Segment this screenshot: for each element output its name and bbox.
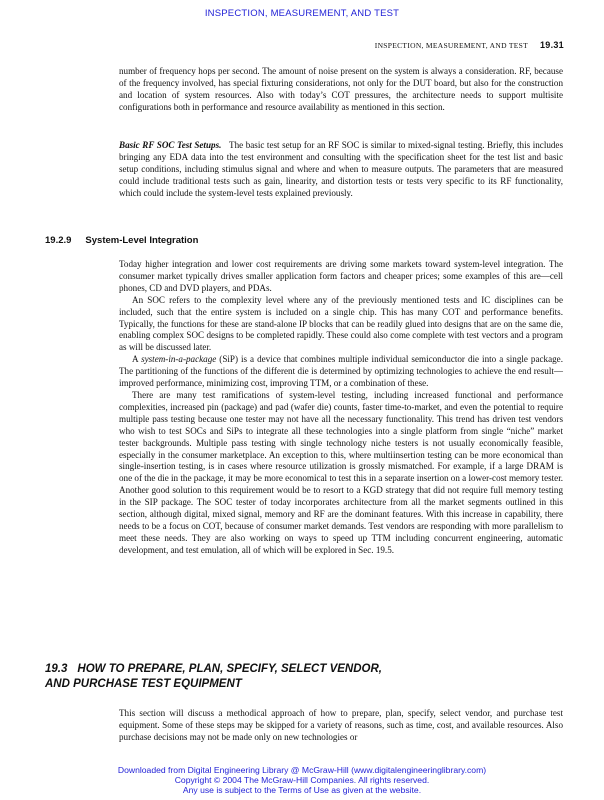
system-level-paragraph-2: An SOC refers to the complexity level where any of the previously mentioned tests and IC disciplines can be included, such that the entire system is included on a single chip. This has many COT and performance benefits. Typically, the functions for these are stand-alone IP blocks that can be readily glued into designs that are on the same die, enabling complex SOC designs to be completed rapidly. These could also come complete with test vectors and a program as will be discussed later. [119,294,563,353]
basic-rf-text: The basic test setup for an RF SOC is similar to mixed-signal testing. Briefly, this includes bringing any EDA data into the test environment and consulting with the specification sheet for the test list and basic setup conditions, including stimulus signal and where and when to measure outputs. The parameters that are measured could include traditional tests such as gain, linearity, and distortion tests or tests very specific to its RF functionality, which could include the system-level tests explained previously. [119,140,564,198]
subsection-heading [45,235,198,246]
section-heading-line-1 [45,662,545,677]
section-title-line-1: HOW TO PREPARE, PLAN, SPECIFY, SELECT VENDOR, [77,663,382,675]
copyright-footer [0,765,604,795]
subsection-number: 19.2.9 [45,235,72,246]
section-number: 19.3 [45,663,68,675]
system-level-paragraph-3 [119,354,563,390]
system-level-paragraph-1: Today higher integration and lower cost requirements are driving some markets toward system-level integration. The consumer market typically drives smaller application form factors and cheaper prices; some examples of this are—cell phones, CD and DVD players, and PDAs. [119,259,563,293]
running-head-title: INSPECTION, MEASUREMENT, AND TEST [374,41,528,50]
system-level-block [119,259,563,557]
subsection-title: System-Level Integration [85,235,199,246]
intro-paragraph: number of frequency hops per second. The amount of noise present on the system is always a consideration. RF, because of the frequency involved, has special fixturing considerations, not only for the DUT board, but also for the construction and location of system resources. Also with today’s COT pressures, the architecture needs to support multisite configurations both in performance and resource availability as mentioned in this section. [119,66,563,112]
footer-download-line: Downloaded from Digital Engineering Library @ McGraw-Hill (www.digitalengineeringlibrary.com) [117,765,487,775]
basic-rf-block [119,140,563,200]
running-head [375,40,564,50]
basic-rf-paragraph [119,140,563,200]
section-block [119,708,563,744]
system-level-paragraph-4: There are many test ramifications of system-level testing, including increased functional and performance complexities, increased pin (package) and pad (wafer die) counts, faster time-to-market, and even the potential to require multiple pass testing because one tester may not have all the necessary functionality. This trend has driven test vendors who wish to test SOCs and SiPs to integrate all these technologies into a single platform from single “niche” market tester backgrounds. Multiple pass testing with single technology niche testers is not usually economically feasible, especially in the consumer marketplace. An exception to this, where multiinsertion testing can be more economical than single-insertion testing, is in cases where resource utilization is grossly mismatched. For example, if a large DRAM is one of the die in the package, it may be more economical to test this in a separate insertion on a lower-cost memory tester. Another good solution to this requirement would be to resort to a KGD strategy that did not require full memory testing in the SIP package. The SOC tester of today incorporates architecture from all the market segments outlined in this section, although digital, mixed signal, memory and RF are the dominant features. With this increase in capability, there needs to be a focus on COT, because of consumer market demands. Test vendors are responding with more parallelism to meet these needs. They are also working on ways to speed up TTM including concurrent engineering, automatic development, and test emulation, all of which will be explored in Sec. 19.5. [119,389,564,555]
sip-rest: (SiP) is a device that combines multiple individual semiconductor die into a single package. The partitioning of the functions of the different die is determined by optimizing technologies to achieve the end result—improved performance, minimizing cost, improving TTM, or a combination of these. [119,354,563,389]
download-banner: INSPECTION, MEASUREMENT, AND TEST [204,8,400,19]
basic-rf-heading: Basic RF SOC Test Setups. [119,140,222,150]
sip-term: system-in-a-package [141,354,217,365]
footer-terms-line: Any use is subject to the Terms of Use as given at the website. [182,785,422,795]
intro-block [119,66,563,114]
section-heading [45,662,545,691]
section-title-line-2: AND PURCHASE TEST EQUIPMENT [45,677,242,690]
sip-lead: A [132,354,142,365]
page-number: 19.31 [539,40,564,50]
section-paragraph: This section will discuss a methodical approach of how to prepare, plan, specify, select vendor, and purchase test equipment. Some of these steps may be skipped for a variety of reasons, such as time, cost, and available resources. Also purchase decisions may not be made only on new technologies or [119,708,563,742]
footer-copyright-line: Copyright © 2004 The McGraw-Hill Companies. All rights reserved. [174,775,430,785]
